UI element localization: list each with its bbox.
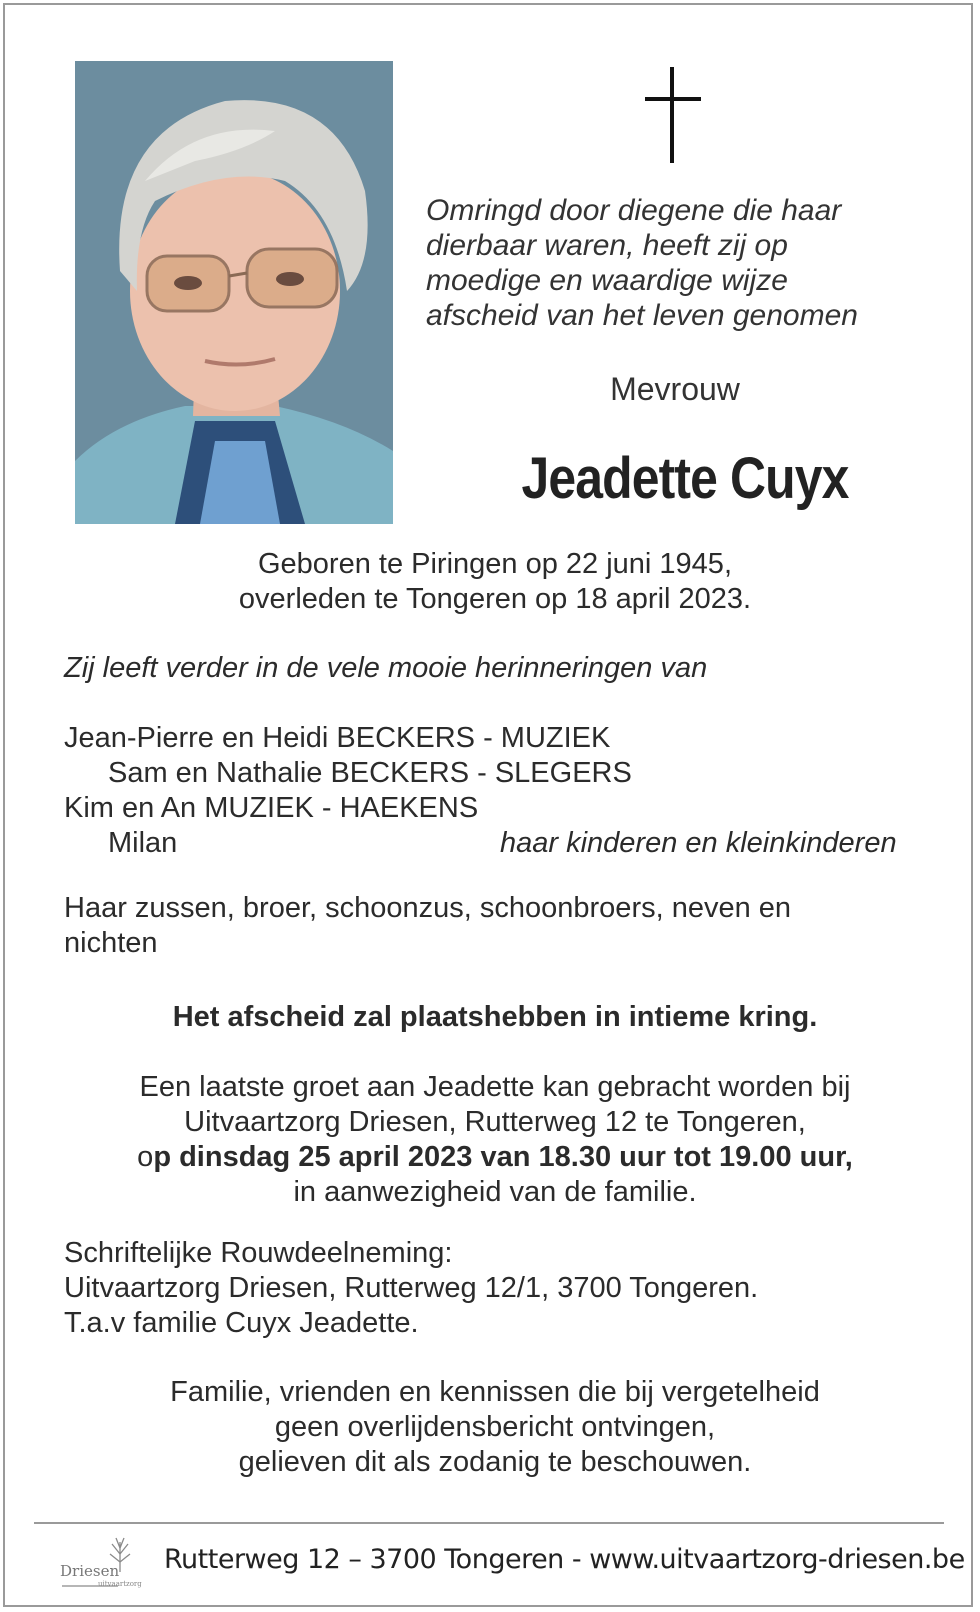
family-member: Jean-Pierre en Heidi BECKERS - MUZIEK xyxy=(64,722,611,754)
death-line: overleden te Tongeren op 18 april 2023. xyxy=(238,583,752,615)
visit-line: in aanwezigheid van de familie. xyxy=(293,1176,697,1208)
footer-address: Rutterweg 12 – 3700 Tongeren - www.uitvaartzorg-driesen.be xyxy=(164,1544,965,1575)
cross-icon xyxy=(645,67,701,163)
family-last-row xyxy=(64,826,944,861)
relatives-text xyxy=(64,891,944,961)
notice-line: Familie, vrienden en kennissen die bij vergetelheid xyxy=(170,1376,820,1408)
visitation-info xyxy=(5,1070,980,1210)
family-list xyxy=(64,721,944,861)
memory-intro: Zij leeft verder in de vele mooie herinneringen van xyxy=(64,652,708,684)
condolence-line: T.a.v familie Cuyx Jeadette. xyxy=(64,1307,419,1339)
deceased-name: Jeadette Cuyx xyxy=(521,446,849,511)
visit-line: Een laatste groet aan Jeadette kan gebracht worden bij xyxy=(139,1071,851,1103)
relatives-line: Haar zussen, broer, schoonzus, schoonbroers, neven en xyxy=(64,892,792,924)
farewell-notice: Het afscheid zal plaatshebben in intieme kring. xyxy=(172,1001,818,1033)
quote-line: afscheid van het leven genomen xyxy=(426,299,858,332)
family-member: Kim en An MUZIEK - HAEKENS xyxy=(64,792,479,824)
footer-divider xyxy=(34,1522,944,1524)
quote-text xyxy=(426,193,906,333)
condolence-line: Uitvaartzorg Driesen, Rutterweg 12/1, 3700 Tongeren. xyxy=(64,1272,759,1304)
condolence-line: Schriftelijke Rouwdeelneming: xyxy=(64,1237,453,1269)
visit-line: Uitvaartzorg Driesen, Rutterweg 12 te Tongeren, xyxy=(184,1106,806,1138)
honorific: Mevrouw xyxy=(610,371,740,407)
quote-line: Omringd door diegene die haar xyxy=(426,194,842,227)
logo-subtext: uitvaartzorg xyxy=(98,1580,142,1588)
visit-date: p dinsdag 25 april 2023 van 18.30 uur tot 19.00 uur, xyxy=(153,1141,853,1173)
quote-line: dierbaar waren, heeft zij op xyxy=(426,229,788,262)
birth-line: Geboren te Piringen op 22 juni 1945, xyxy=(257,548,732,580)
obituary-card xyxy=(3,3,973,1607)
condolence-info xyxy=(64,1236,944,1341)
relatives-line: nichten xyxy=(64,927,158,959)
quote-line: moedige en waardige wijze xyxy=(426,264,788,297)
notice-line: gelieven dit als zodanig te beschouwen. xyxy=(238,1446,752,1478)
logo-text: Driesen xyxy=(60,1562,120,1580)
family-member: Milan xyxy=(108,827,178,859)
notice-line: geen overlijdensbericht ontvingen, xyxy=(274,1411,716,1443)
family-relation: haar kinderen en kleinkinderen xyxy=(500,827,897,859)
closing-notice xyxy=(5,1375,980,1480)
portrait-illustration xyxy=(75,61,393,524)
funeral-home-logo xyxy=(58,1532,144,1594)
portrait-photo xyxy=(75,61,393,524)
family-member: Sam en Nathalie BECKERS - SLEGERS xyxy=(108,757,632,789)
birth-death-info xyxy=(5,547,980,617)
visit-date-line: op dinsdag 25 april 2023 van 18.30 uur tot 19.00 uur, xyxy=(137,1141,853,1173)
